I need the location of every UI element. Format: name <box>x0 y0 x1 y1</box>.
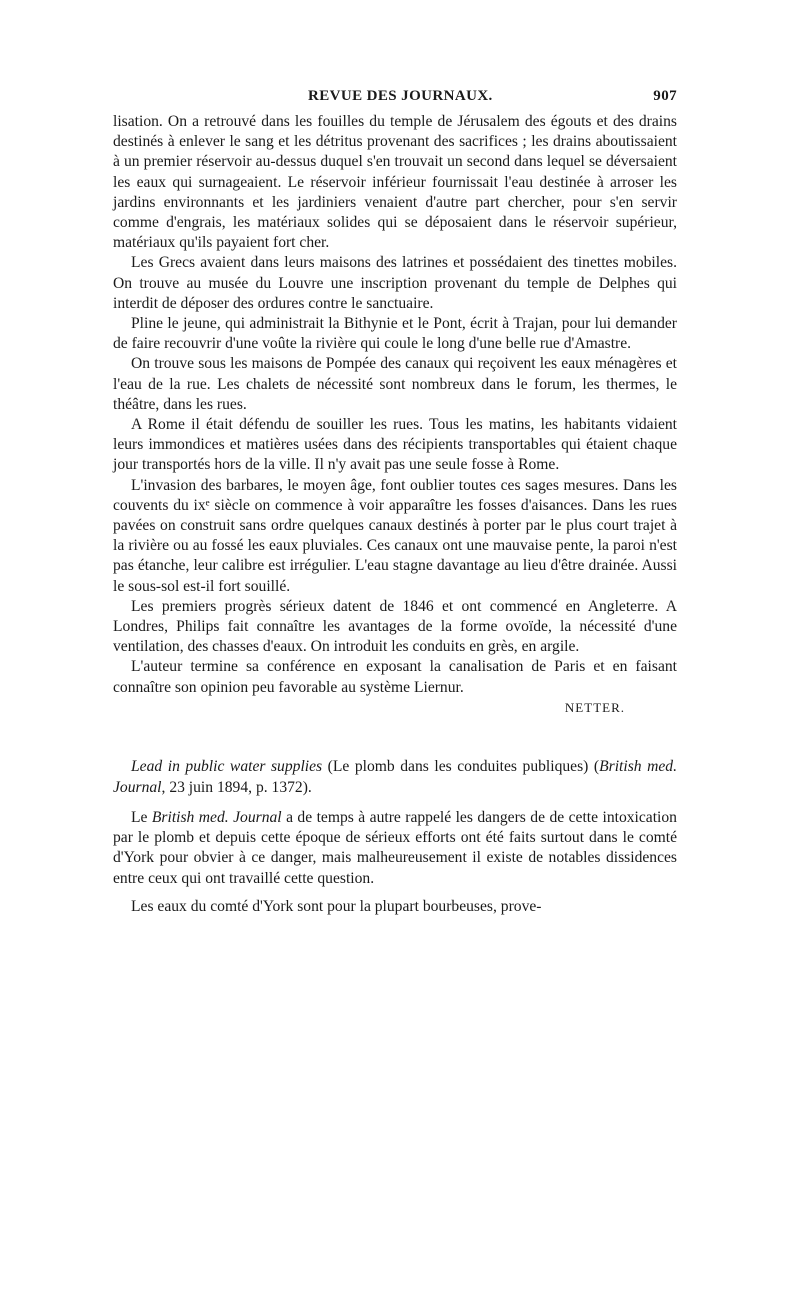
paragraph: On trouve sous les maisons de Pompée des canaux qui reçoivent les eaux ménagères et l'eau de la rue. Les chalets de nécessité sont nombreux dans le forum, les thermes, le théâtre, dans les rues. <box>113 355 677 413</box>
article-source: British med. Journal <box>113 757 677 796</box>
paragraph-rest: a de temps à autre rappelé les dangers de de cette intoxication par le plomb et depuis cette époque de sérieux efforts ont été faits surtout dans le comté d'York pour obvier à ce danger, mais malheureusement il existe de notables dissidences entre ceux qui ont travaillé cette question. <box>113 808 677 887</box>
paragraph: L'auteur termine sa conférence en exposant la canalisation de Paris et en faisant connaître son opinion peu favorable au système Liernur. <box>113 658 677 696</box>
author-signature: NETTER. <box>564 699 625 715</box>
page-number: 907 <box>653 88 677 104</box>
page <box>113 86 677 917</box>
paragraph: Pline le jeune, qui administrait la Bithynie et le Pont, écrit à Trajan, pour lui demander de faire recouvrir d'une voûte la rivière qui coule le long d'une belle rue d'Amastre. <box>113 315 677 353</box>
paragraph: Les eaux du comté d'York sont pour la plupart bourbeuses, prove- <box>131 897 542 915</box>
running-title: REVUE DES JOURNAUX. <box>308 88 493 104</box>
article-body <box>113 112 677 718</box>
paragraph-start: Le <box>131 808 152 826</box>
paragraph: A Rome il était défendu de souiller les rues. Tous les matins, les habitants vidaient leurs immondices et matières usées dans des récipients transportables qui étaient chaque jour transportés hors de la ville. Il n'y avait pas une seule fosse à Rome. <box>113 416 677 474</box>
section-gap <box>113 718 677 756</box>
paragraph <box>113 808 677 889</box>
paragraph: L'invasion des barbares, le moyen âge, font oublier toutes ces sages mesures. Dans les couvents du ixᵉ siècle on commence à voir apparaître les fosses d'aisances. Dans les rues pavées on construit sans ordre quelques canaux destinés à porter par le plus court trajet à la rivière ou au fossé les eaux pluviales. Ces canaux ont une mauvaise pente, la paroi n'est pas étanche, leur calibre est irrégulier. L'eau stagne davantage au lieu d'être drainée. Aussi le sous-sol est-il fort souillé. <box>113 476 677 595</box>
article-translation: (Le plomb dans les conduites publiques) ( <box>322 757 600 775</box>
running-header <box>113 86 677 112</box>
article-title: Lead in public water supplies <box>131 757 323 775</box>
article-source-details: , 23 juin 1894, p. 1372). <box>161 778 312 796</box>
paragraph: lisation. On a retrouvé dans les fouilles du temple de Jérusalem des égouts et des drains destinés à enlever le sang et les détritus provenant des sacrifices ; les drains aboutissaient à un premier réservoir au-dessus duquel s'en trouvait un second dans lequel se déversaient les eaux qui surnageaient. Le réservoir inférieur fournissait l'eau destinée à arroser les jardins environnants et les jardiniers venaient d'autre part chercher, pour s'en servir comme d'engrais, les matériaux solides qui se déposaient dans le réservoir supérieur, matériaux qu'ils payaient fort cher. <box>113 113 677 252</box>
paragraph: Les Grecs avaient dans leurs maisons des latrines et possédaient des tinettes mobiles. On trouve au musée du Louvre une inscription provenant du temple de Delphes qui interdit de déposer des ordures contre le sanctuaire. <box>113 254 677 312</box>
journal-name: British med. Journal <box>151 808 282 826</box>
paragraph: Les premiers progrès sérieux datent de 1846 et ont commencé en Angleterre. A Londres, Philips fait connaître les avantages de la forme ovoïde, la nécessité d'une ventilation, des chasses d'eaux. On introduit les conduits en grès, en argile. <box>113 597 677 656</box>
article-heading <box>113 756 677 798</box>
second-article-body <box>113 808 677 917</box>
